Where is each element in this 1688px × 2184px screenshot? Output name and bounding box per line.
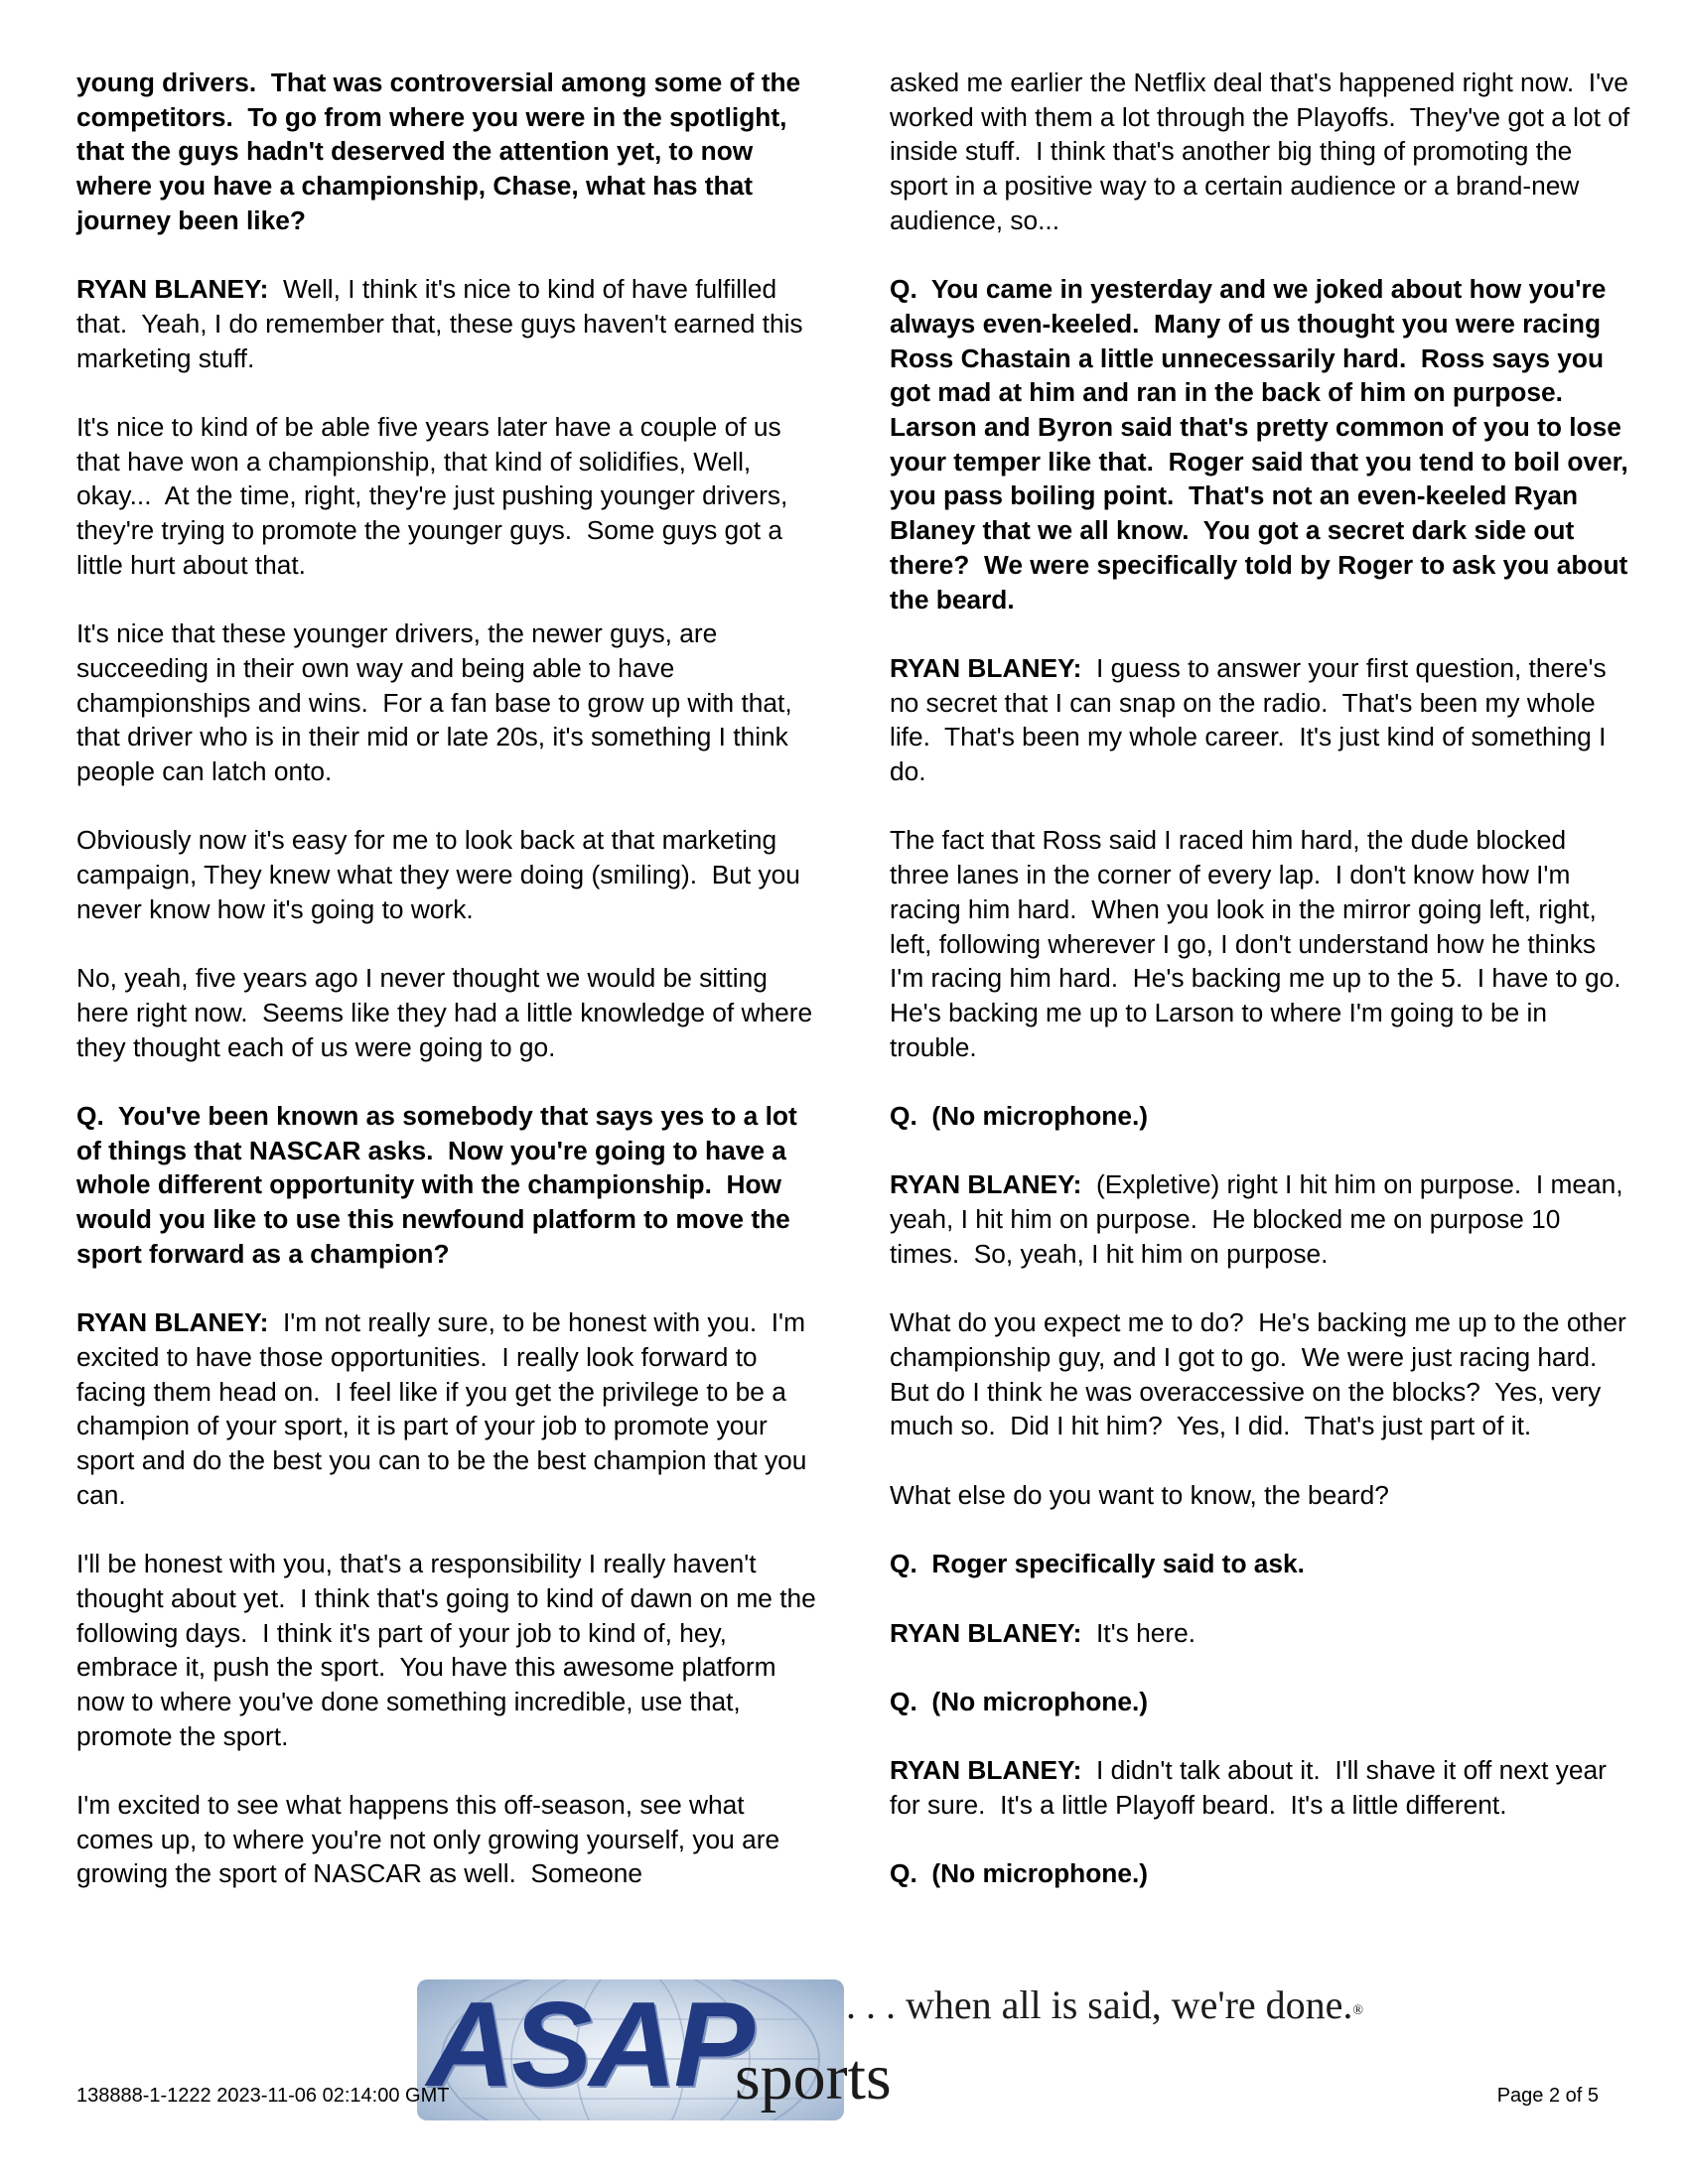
answer-text: I guess to answer your first question, there's no secret that I can snap on the radio. That's been my whole life. That's been my whole career. It's just kind of something I do. — [890, 652, 1614, 787]
paragraph-text: It's nice that these younger drivers, the newer guys, are succeeding in their own way and being able to have championships and wins. For a fan base to grow up with that, that driver who is in their mid or late 20s, it's something I think people can latch onto. — [76, 618, 799, 787]
speaker-label: RYAN BLANEY: — [890, 1169, 1082, 1200]
answer-paragraph — [76, 1305, 819, 1512]
speaker-label: RYAN BLANEY: — [890, 1755, 1082, 1786]
paragraph-text: It's nice to kind of be able five years later have a couple of us that have won a championship, that kind of solidifies, Well, okay... At the time, right, they're just pushing younger drivers, they're trying to promote the younger guys. Some guys got a little hurt about that. — [76, 412, 795, 580]
answer-text: (Expletive) right I hit him on purpose. I mean, yeah, I hit him on purpose. He blocked me on purpose 10 times. So, yeah, I hit him on purpose. — [890, 1169, 1630, 1269]
question-paragraph — [76, 1099, 819, 1272]
body-paragraph — [890, 1478, 1632, 1513]
speaker-label: RYAN BLANEY: — [890, 652, 1082, 683]
question-paragraph — [890, 1547, 1632, 1581]
question-paragraph — [890, 272, 1636, 616]
paragraph-text: asked me earlier the Netflix deal that's happened right now. I've worked with them a lot through the Playoffs. They've got a lot of inside stuff. I think that's another big thing of promoting the sport in a positive way to a certain audience or a brand-new audience, so... — [890, 68, 1637, 235]
body-paragraph — [890, 823, 1636, 1064]
question-text: Q. (No microphone.) — [890, 1686, 1149, 1716]
logo-tagline — [846, 1981, 1363, 2029]
question-paragraph — [76, 66, 819, 238]
body-paragraph — [76, 410, 819, 583]
question-text: Q. (No microphone.) — [890, 1858, 1149, 1889]
question-text: young drivers. That was controversial among some of the competitors. To go from where you were in the spotlight, that the guys hadn't deserved the attention yet, to now where you have a championship, Chase, what has that journey been like? — [76, 68, 808, 235]
body-paragraph — [76, 1788, 819, 1891]
speaker-label: RYAN BLANEY: — [890, 1617, 1082, 1648]
question-text: Q. Roger specifically said to ask. — [890, 1549, 1305, 1579]
question-paragraph — [890, 1685, 1632, 1719]
answer-paragraph — [890, 1616, 1632, 1651]
answer-paragraph — [76, 272, 819, 375]
answer-paragraph — [890, 1167, 1632, 1271]
body-paragraph — [76, 823, 819, 926]
answer-paragraph — [890, 651, 1632, 789]
answer-paragraph — [890, 1753, 1632, 1822]
question-text: Q. You've been known as somebody that says yes to a lot of things that NASCAR asks. Now you're going to have a whole different opportunity with the championship. How would you like to use this newfound platform to move the sport forward as a champion? — [76, 1101, 805, 1269]
tagline-text: . . . when all is said, we're done. — [846, 1982, 1353, 2027]
answer-text: Well, I think it's nice to kind of have fulfilled that. Yeah, I do remember that, these guys haven't earned this marketing stuff. — [76, 274, 810, 373]
answer-text: I didn't talk about it. I'll shave it off next year for sure. It's a little Playoff beard. It's a little different. — [890, 1755, 1615, 1820]
question-text: Q. You came in yesterday and we joked about how you're always even-keeled. Many of us thought you were racing Ross Chastain a little unnecessarily hard. Ross says you got mad at him and ran in the back of him on purpose. Larson and Byron said that's pretty common of you to lose your temper like that. Roger said that you tend to boil over, you pass boiling point. That's not an even-keeled Ryan Blaney that we all know. You got a secret dark side out there? We were specifically told by Roger to ask you about the beard. — [890, 274, 1636, 614]
body-paragraph — [76, 1547, 824, 1753]
question-paragraph — [890, 1099, 1632, 1134]
body-paragraph — [890, 66, 1637, 238]
paragraph-text: The fact that Ross said I raced him hard, the dude blocked three lanes in the corner of every lap. I don't know how I'm racing him hard. When you look in the mirror going left, right, left, following wherever I go, I don't understand how he thinks I'm racing him hard. He's backing me up to the 5. I have to go. He's backing me up to Larson to where I'm going to be in trouble. — [890, 825, 1636, 1062]
right-column — [890, 66, 1637, 1926]
body-paragraph — [890, 1305, 1632, 1443]
speaker-label: RYAN BLANEY: — [76, 274, 269, 305]
page-number: Page 2 of 5 — [1496, 2085, 1599, 2107]
asap-sports-logo — [417, 1979, 1410, 2120]
document-id: 138888-1-1222 2023-11-06 02:14:00 GMT — [76, 2085, 450, 2107]
paragraph-text: Obviously now it's easy for me to look back at that marketing campaign, They knew what they were doing (smiling). But you never know how it's going to work. — [76, 825, 808, 924]
speaker-label: RYAN BLANEY: — [76, 1307, 269, 1338]
body-paragraph — [76, 616, 819, 789]
registered-mark: ® — [1352, 2003, 1364, 2018]
paragraph-text: I'm excited to see what happens this off-season, see what comes up, to where you're not only growing yourself, you are growing the sport of NASCAR as well. Someone — [76, 1790, 787, 1889]
body-paragraph — [76, 961, 819, 1064]
paragraph-text: What do you expect me to do? He's backing me up to the other championship guy, and I got to go. We were just racing hard. But do I think he was overaccessive on the blocks? Yes, very much so. Did I hit him? Yes, I did. That's just part of it. — [890, 1307, 1634, 1441]
left-column — [76, 66, 824, 1926]
logo-sports-text: sports — [735, 2041, 892, 2114]
answer-text: It's here. — [1095, 1617, 1196, 1648]
question-text: Q. (No microphone.) — [890, 1101, 1149, 1132]
logo-asap-text: ASAP — [427, 1977, 752, 2112]
paragraph-text: I'll be honest with you, that's a responsibility I really haven't thought about yet. I think that's going to kind of dawn on me the following days. I think it's part of your job to kind of, hey, embrace it, push the sport. You have this awesome platform now to where you've done something incredible, use that, promote the sport. — [76, 1549, 824, 1751]
question-paragraph — [890, 1856, 1632, 1891]
paragraph-text: What else do you want to know, the beard? — [890, 1479, 1389, 1510]
paragraph-text: No, yeah, five years ago I never thought we would be sitting here right now. Seems like they had a little knowledge of where they thought each of us were going to go. — [76, 963, 820, 1062]
answer-text: I'm not really sure, to be honest with you. I'm excited to have those opportunities. I really look forward to facing them head on. I feel like if you get the privilege to be a champion of your sport, it is part of your job to promote your sport and do the best you can to be the best champion that you can. — [76, 1307, 814, 1510]
